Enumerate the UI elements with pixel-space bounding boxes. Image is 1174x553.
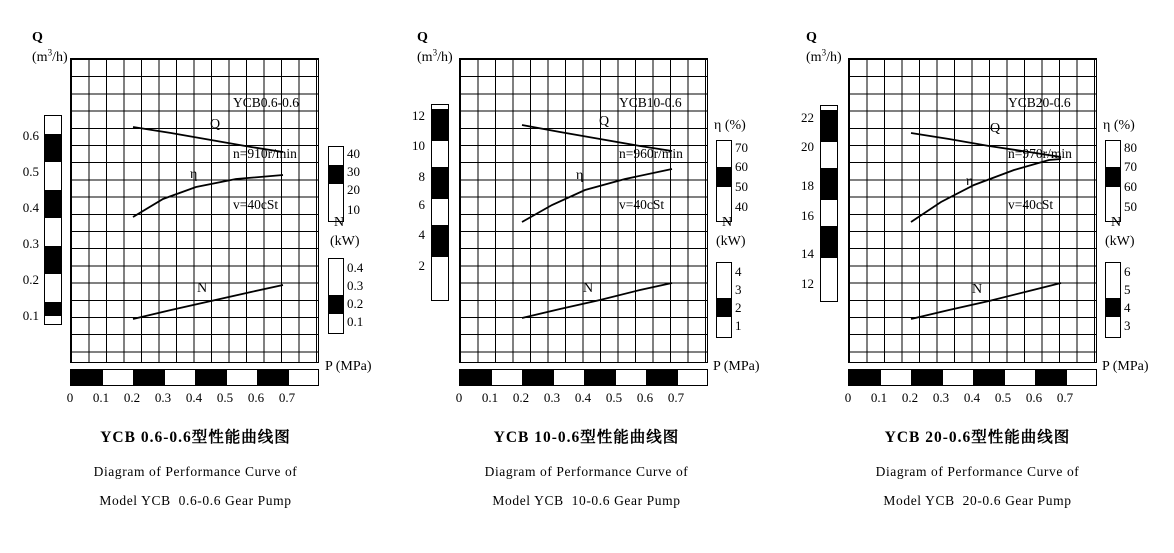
eta-legend-header: η (%) (1103, 118, 1135, 133)
q-scale-bar (431, 104, 449, 301)
p-scale-bar (848, 369, 1097, 386)
p-scale-bar (70, 369, 319, 386)
n-legend-unit: (kW) (330, 234, 360, 249)
caption-line-3: Model YCB 0.6-0.6 Gear Pump (99, 493, 292, 508)
caption-line-2: Diagram of Performance Curve of (93, 464, 298, 479)
speed-label: n=970r/min (1008, 146, 1072, 161)
caption-line-3: Model YCB 20-0.6 Gear Pump (883, 493, 1072, 508)
q-scale-bar (820, 105, 838, 302)
caption-line-1: YCB 10-0.6型性能曲线图 (493, 429, 680, 446)
curve-label-q: Q (599, 114, 610, 129)
y-tick-labels: 12 10 8 6 4 2 (412, 108, 425, 273)
chart-panel-ycb20: Q $(m^3/h)$ YCB20-0.6 n=970r/min v=40cSt Q η N 22 20 18 16 14 12 η (%) 80 70 60 50 N (kW) 6 5 4 3 0 0.1 0.2 0.3 0.4 0.5 0.6 0.7 P (MPa) YCB 20-0.6型性能曲线图 Diagram of Performance Curve of Model YCB 20-0.6 Gear Pump (782, 0, 1173, 553)
x-axis-unit: P (MPa) (713, 359, 760, 374)
curve-label-eta: η (966, 174, 974, 189)
chart-panel-ycb06: Q $(m^3/h)$ YCB0.6-0.6 n=910r/min v=40cSt Q η N 0.6 0.5 0.4 0.3 0.2 0.1 40 30 20 10 N (kW) 0.4 0.3 0.2 0.1 0 0.1 0.2 0.3 0.4 0.5 0.6 0.7 P (MPa) YCB 0.6-0.6型性能曲线图 Diagram of Performance Curve of Model YCB 0.6-0.6 Gear Pump (0, 0, 391, 553)
caption-line-1: YCB 0.6-0.6型性能曲线图 (100, 429, 291, 446)
y-axis-title: Q $(m^3/h)$ (32, 30, 68, 65)
viscosity-label: v=40cSt (619, 197, 665, 212)
p-scale-bar (459, 369, 708, 386)
y-tick-labels: 0.6 0.5 0.4 0.3 0.2 0.1 (22, 128, 39, 323)
n-legend-header: N (334, 215, 345, 230)
n-legend-unit: (kW) (1105, 234, 1135, 249)
caption-line-2: Diagram of Performance Curve of (875, 464, 1080, 479)
n-legend-unit: (kW) (716, 234, 746, 249)
model-label: YCB20-0.6 (1008, 95, 1071, 110)
viscosity-label: v=40cSt (1008, 197, 1054, 212)
curve-label-eta: η (190, 167, 198, 182)
caption (782, 425, 1173, 509)
n-legend-header: N (722, 215, 733, 230)
curve-label-eta: η (576, 168, 584, 183)
chart-title-block (233, 60, 299, 247)
model-label: YCB0.6-0.6 (233, 95, 300, 110)
y-axis-title: Q $(m^3/h)$ (806, 30, 842, 65)
x-axis-unit: P (MPa) (1102, 359, 1149, 374)
curve-label-n: N (197, 281, 208, 296)
chart-title-block (619, 60, 683, 247)
caption (391, 425, 782, 509)
caption-line-1: YCB 20-0.6型性能曲线图 (884, 429, 1071, 446)
speed-label: n=960r/min (619, 146, 683, 161)
curve-label-q: Q (990, 121, 1001, 136)
chart-title-block (1008, 60, 1072, 247)
curve-label-n: N (972, 282, 983, 297)
y-tick-labels: 22 20 18 16 14 12 (801, 110, 814, 291)
q-scale-bar (44, 115, 62, 325)
y-axis-title: Q $(m^3/h)$ (417, 30, 453, 65)
curve-label-n: N (583, 281, 594, 296)
viscosity-label: v=40cSt (233, 197, 279, 212)
eta-legend-header: η (%) (714, 118, 746, 133)
caption-line-2: Diagram of Performance Curve of (484, 464, 689, 479)
caption (0, 425, 391, 509)
chart-panel-ycb10: Q $(m^3/h)$ YCB10-0.6 n=960r/min v=40cSt Q η N 12 10 8 6 4 2 η (%) 70 60 50 40 N (kW) 4 3 2 1 0 0.1 0.2 0.3 0.4 0.5 0.6 0.7 P (MPa) YCB 10-0.6型性能曲线图 Diagram of Performance Curve of Model YCB 10-0.6 Gear Pump (391, 0, 782, 553)
n-legend-header: N (1111, 215, 1122, 230)
model-label: YCB10-0.6 (619, 95, 682, 110)
curve-label-q: Q (210, 117, 221, 132)
x-axis-unit: P (MPa) (325, 359, 372, 374)
speed-label: n=910r/min (233, 146, 297, 161)
caption-line-3: Model YCB 10-0.6 Gear Pump (492, 493, 681, 508)
